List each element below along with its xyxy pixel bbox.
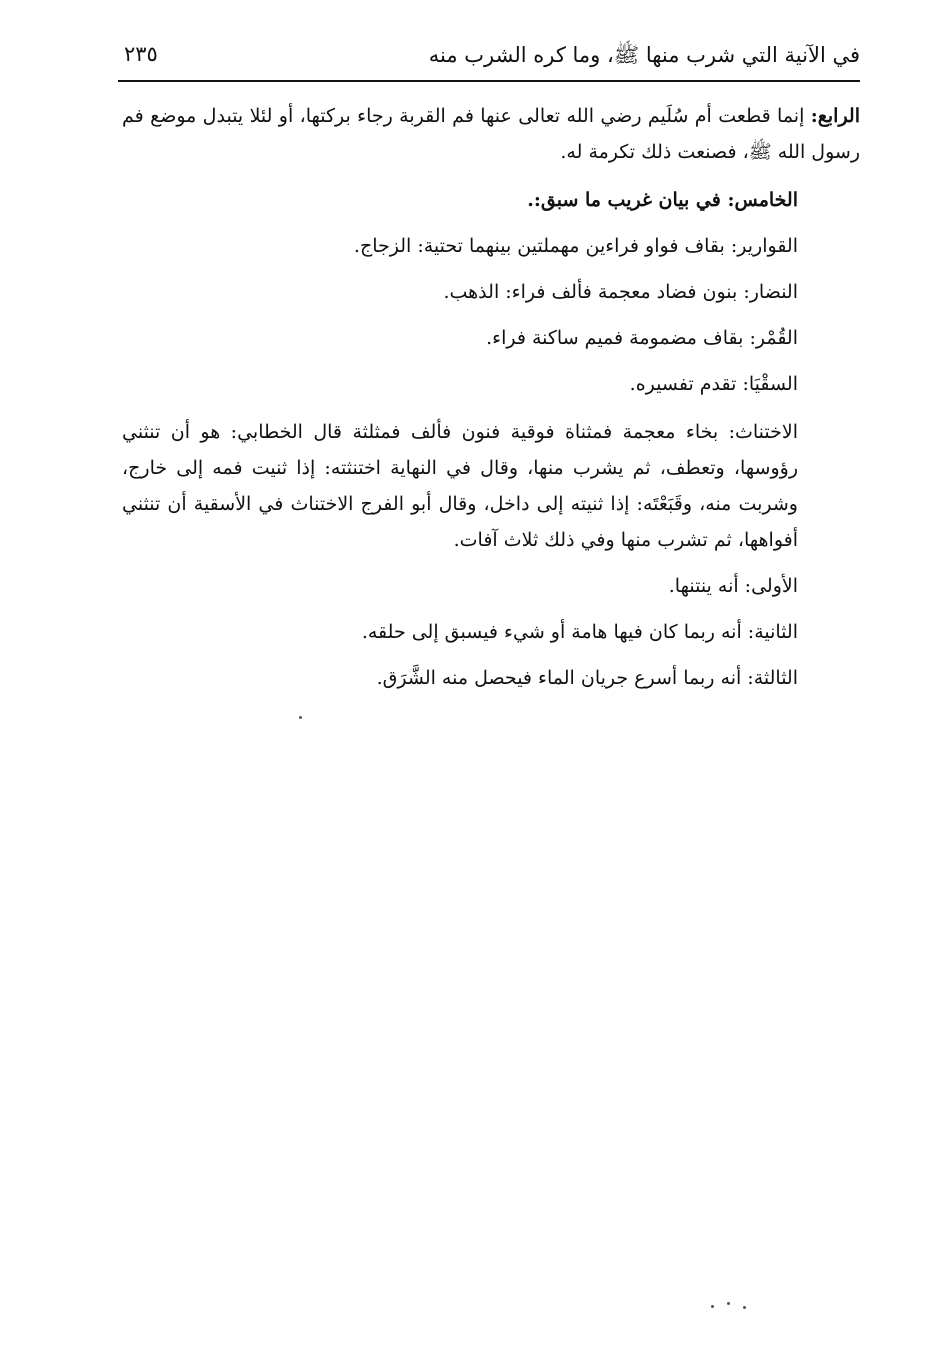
paragraph-text: الاختناث: بخاء معجمة فمثناة فوقية فنون فألف فمثلثة قال الخطابي: هو أن تنثني رؤوسها، وتعطف، ثم يشرب منها، وقال في النهاية اختنثته: إذا ثنيت فمه إلى خارج، وشربت منه، وقَبَعْتَه: إذا ثنيته إلى داخل، وقال أبو الفرج الاختناث في الأسقية أن تنثني أفواهها، ثم تشرب منها وفي ذلك ثلاث آفات. <box>122 421 798 551</box>
scan-speck <box>711 1305 714 1308</box>
paragraph-text: في بيان غريب ما سبق:. <box>527 189 728 211</box>
page-number: ٢٣٥ <box>124 42 158 66</box>
paragraph-nudar <box>122 274 860 310</box>
paragraph-text: القوارير: بقاف فواو فراءين مهملتين بينهما تحتية: الزجاج. <box>353 235 798 257</box>
paragraph-ikhtinath <box>122 414 860 558</box>
scan-speck <box>743 1306 746 1309</box>
paragraph-text: إنما قطعت أم سُلَيم رضي الله تعالى عنها فم القربة رجاء بركتها، أو لئلا يتبدل موضع فم رسول الله ﷺ، فصنعت ذلك تكرمة له. <box>122 105 860 163</box>
paragraph-suqya <box>122 366 860 402</box>
paragraph-third-harm <box>122 660 860 696</box>
paragraph-fifth <box>122 182 860 218</box>
paragraph-qawarir <box>122 228 860 264</box>
paragraph-text: الأولى: أنه ينتنها. <box>668 575 798 597</box>
paragraph-fourth <box>122 98 860 170</box>
scan-speck <box>727 1302 730 1305</box>
paragraph-first-harm <box>122 568 860 604</box>
running-title: في الآنية التي شرب منها ﷺ، وما كره الشرب منه <box>428 43 860 67</box>
page-header <box>118 38 860 82</box>
paragraph-second-harm <box>122 614 860 650</box>
paragraph-text: النضار: بنون فضاد معجمة فألف فراء: الذهب. <box>443 281 798 303</box>
page-body <box>122 98 860 706</box>
paragraph-lead: الخامس: <box>727 189 798 211</box>
paragraph-lead: الرابع: <box>810 105 860 127</box>
paragraph-text: القُمْر: بقاف مضمومة فميم ساكنة فراء. <box>486 327 798 349</box>
paragraph-text: الثانية: أنه ربما كان فيها هامة أو شيء فيسبق إلى حلقه. <box>361 621 798 643</box>
paragraph-text: السقْيَا: تقدم تفسيره. <box>629 373 798 395</box>
paragraph-qumr <box>122 320 860 356</box>
scan-speck <box>299 716 302 719</box>
paragraph-text: الثالثة: أنه ربما أسرع جريان الماء فيحصل منه الشَّرَق. <box>376 667 798 689</box>
header-rule <box>118 80 860 82</box>
